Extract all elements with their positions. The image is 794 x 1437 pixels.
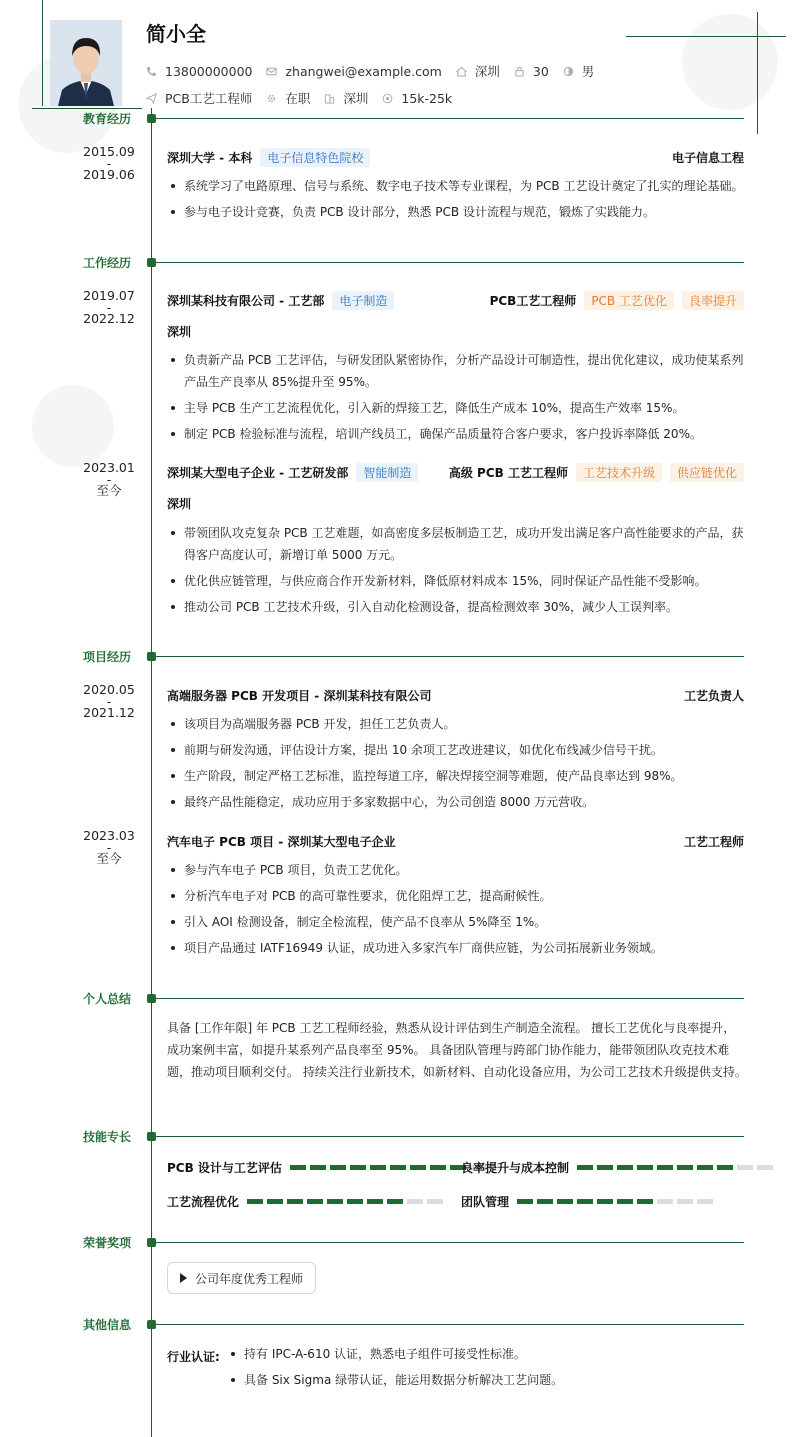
date-start: 2020.05 bbox=[83, 682, 135, 697]
skill-level-segment bbox=[310, 1165, 326, 1170]
list-item: 项目产品通过 IATF16949 认证，成功进入多家汽车厂商供应链，为公司拓展新业务领域。 bbox=[167, 937, 747, 959]
work-date bbox=[70, 462, 148, 497]
project-title: 高端服务器 PCB 开发项目 - 深圳某科技有限公司 bbox=[167, 689, 432, 703]
skill-item bbox=[167, 1159, 490, 1176]
decor-line bbox=[42, 0, 43, 106]
skill-level-bar bbox=[577, 1165, 777, 1170]
decor-line bbox=[757, 12, 758, 134]
skill-level-segment bbox=[370, 1165, 386, 1170]
company-name: 深圳某大型电子企业 - 工艺研发部 bbox=[167, 466, 349, 480]
status-text: 在职 bbox=[285, 91, 311, 106]
project-title: 汽车电子 PCB 项目 - 深圳某大型电子企业 bbox=[167, 835, 396, 849]
skill-tag: PCB 工艺优化 bbox=[584, 291, 674, 310]
age-text: 30 bbox=[532, 63, 549, 79]
project-header bbox=[167, 687, 744, 704]
skill-level-bar bbox=[517, 1199, 717, 1204]
list-item: 参与电子设计竞赛，负责 PCB 设计部分，熟悉 PCB 设计流程与规范，锻炼了实践能力。 bbox=[167, 201, 747, 223]
gender-text: 男 bbox=[581, 64, 595, 79]
skill-item bbox=[461, 1193, 717, 1210]
skill-level-segment bbox=[737, 1165, 753, 1170]
play-icon bbox=[180, 1273, 187, 1283]
section-divider bbox=[156, 1242, 744, 1243]
send-icon bbox=[146, 93, 157, 104]
skill-level-segment bbox=[697, 1199, 713, 1204]
salary-item bbox=[382, 91, 452, 106]
skill-level-segment bbox=[410, 1165, 426, 1170]
date-start: 2023.03 bbox=[83, 828, 135, 843]
list-item: 带领团队攻克复杂 PCB 工艺难题，如高密度多层板制造工艺，成功开发出满足客户高性能要求的产品，获得客户高度认可，新增订单 5000 万元。 bbox=[167, 522, 747, 566]
list-item: 持有 IPC-A-610 认证，熟悉电子组件可接受性标准。 bbox=[227, 1343, 747, 1365]
list-item: 优化供应链管理，与供应商合作开发新材料，降低原材料成本 15%，同时保证产品性能不受影响。 bbox=[167, 570, 747, 592]
school-name: 深圳大学 - 本科 bbox=[167, 151, 253, 165]
skill-name: PCB 设计与工艺评估 bbox=[167, 1161, 282, 1175]
section-title-summary: 个人总结 bbox=[83, 992, 132, 1006]
skill-level-segment bbox=[657, 1165, 673, 1170]
gender-icon bbox=[563, 66, 574, 77]
work-bullets bbox=[167, 349, 747, 445]
major-name: 电子信息工程 bbox=[671, 151, 744, 165]
education-date bbox=[70, 146, 148, 181]
skill-level-segment bbox=[427, 1199, 443, 1204]
position-text: PCB工艺工程师 bbox=[165, 91, 253, 106]
section-divider bbox=[156, 656, 744, 657]
gear-icon bbox=[266, 93, 277, 104]
section-dot bbox=[147, 652, 156, 661]
project-header bbox=[167, 833, 744, 850]
location-item bbox=[456, 62, 500, 80]
age-item bbox=[514, 64, 549, 79]
building-icon bbox=[324, 93, 335, 104]
skill-level-segment bbox=[350, 1165, 366, 1170]
list-item: 生产阶段，制定严格工艺标准，监控每道工序，解决焊接空洞等难题，使产品良率达到 98%。 bbox=[167, 765, 747, 787]
skill-item bbox=[167, 1193, 447, 1210]
gender-item bbox=[563, 62, 595, 80]
project-date bbox=[70, 830, 148, 865]
skill-level-segment bbox=[290, 1165, 306, 1170]
date-end: 2021.12 bbox=[83, 705, 135, 720]
skill-level-bar bbox=[290, 1165, 490, 1170]
section-divider bbox=[156, 262, 744, 263]
section-title-education: 教育经历 bbox=[83, 112, 132, 126]
section-divider bbox=[156, 1136, 744, 1137]
age-icon bbox=[514, 66, 525, 77]
date-end: 至今 bbox=[96, 851, 122, 866]
skill-level-segment bbox=[717, 1165, 733, 1170]
industry-tag: 智能制造 bbox=[356, 463, 418, 482]
skill-item bbox=[461, 1159, 777, 1176]
skill-level-segment bbox=[637, 1199, 653, 1204]
date-end: 2022.12 bbox=[83, 311, 135, 326]
section-divider bbox=[156, 1324, 744, 1325]
list-item: 分析汽车电子对 PCB 的高可靠性要求，优化阻焊工艺，提高耐候性。 bbox=[167, 885, 747, 907]
skill-level-segment bbox=[677, 1199, 693, 1204]
list-item: 负责新产品 PCB 工艺评估，与研发团队紧密协作，分析产品设计可制造性，提出优化建议，成功使某系列产品生产良率从 85%提升至 95%。 bbox=[167, 349, 747, 393]
work-date bbox=[70, 290, 148, 325]
date-start: 2019.07 bbox=[83, 288, 135, 303]
status-item bbox=[266, 89, 310, 107]
skill-level-segment bbox=[617, 1165, 633, 1170]
skill-level-segment bbox=[637, 1165, 653, 1170]
date-dash: - bbox=[106, 472, 112, 487]
project-date bbox=[70, 684, 148, 719]
mail-icon bbox=[266, 66, 277, 77]
skill-level-segment bbox=[330, 1165, 346, 1170]
skill-level-segment bbox=[577, 1165, 593, 1170]
section-dot bbox=[147, 258, 156, 267]
education-bullets bbox=[167, 175, 747, 223]
list-item: 该项目为高端服务器 PCB 开发，担任工艺负责人。 bbox=[167, 713, 747, 735]
project-bullets bbox=[167, 859, 747, 959]
section-title-projects: 项目经历 bbox=[83, 650, 132, 664]
skill-level-segment bbox=[617, 1199, 633, 1204]
skill-level-segment bbox=[367, 1199, 383, 1204]
skill-level-segment bbox=[407, 1199, 423, 1204]
skill-level-segment bbox=[577, 1199, 593, 1204]
list-item: 参与汽车电子 PCB 项目，负责工艺优化。 bbox=[167, 859, 747, 881]
coin-icon bbox=[382, 93, 393, 104]
phone-item bbox=[146, 64, 252, 79]
section-dot bbox=[147, 1320, 156, 1329]
decor-circle bbox=[32, 385, 114, 467]
salary-text: 15k-25k bbox=[401, 90, 453, 106]
skill-name: 良率提升与成本控制 bbox=[461, 1161, 570, 1175]
location-text: 深圳 bbox=[474, 64, 500, 79]
date-end: 2019.06 bbox=[83, 167, 135, 182]
skill-name: 团队管理 bbox=[461, 1195, 510, 1209]
date-dash: - bbox=[106, 840, 112, 855]
decor-line bbox=[626, 36, 786, 37]
target-city-item bbox=[324, 89, 368, 107]
email-item bbox=[266, 64, 441, 79]
education-header bbox=[167, 148, 744, 167]
role-name: 高级 PCB 工艺工程师 bbox=[448, 466, 568, 480]
list-item: 引入 AOI 检测设备，制定全检流程，使产品不良率从 5%降至 1%。 bbox=[167, 911, 747, 933]
decor-circle bbox=[682, 14, 778, 110]
avatar bbox=[50, 20, 122, 106]
skill-level-segment bbox=[287, 1199, 303, 1204]
skill-level-segment bbox=[267, 1199, 283, 1204]
section-title-other: 其他信息 bbox=[83, 1318, 132, 1332]
certification-list bbox=[227, 1343, 747, 1391]
skill-level-segment bbox=[557, 1199, 573, 1204]
project-bullets bbox=[167, 713, 747, 813]
skill-level-segment bbox=[387, 1199, 403, 1204]
skill-level-segment bbox=[537, 1199, 553, 1204]
date-dash: - bbox=[106, 156, 112, 171]
email-text: zhangwei@example.com bbox=[285, 63, 442, 79]
section-divider bbox=[156, 118, 744, 119]
summary-text: 具备 [工作年限] 年 PCB 工艺工程师经验，熟悉从设计评估到生产制造全流程。 擅长工艺优化与良率提升，成功案例丰富，如提升某系列产品良率至 95%。 具备团队管理与跨部门协作能力，能带领团队攻克技术难题，推动项目顺利交付。 持续关注行业新技术，如新材料、自动化设备应用，为公司工艺技术升级提供支持。 bbox=[167, 1021, 747, 1079]
list-item: 最终产品性能稳定，成功应用于多家数据中心，为公司创造 8000 万元营收。 bbox=[167, 791, 747, 813]
phone-icon bbox=[146, 66, 157, 77]
industry-tag: 电子制造 bbox=[332, 291, 394, 310]
work-header bbox=[167, 463, 744, 482]
section-dot bbox=[147, 114, 156, 123]
position-item bbox=[146, 89, 252, 107]
project-role: 工艺工程师 bbox=[683, 835, 744, 849]
date-dash: - bbox=[106, 300, 112, 315]
list-item: 推动公司 PCB 工艺技术升级，引入自动化检测设备，提高检测效率 30%，减少人工误判率。 bbox=[167, 596, 747, 618]
project-role: 工艺负责人 bbox=[683, 689, 744, 703]
list-item: 制定 PCB 检验标准与流程，培训产线员工，确保产品质量符合客户要求，客户投诉率降低 20%。 bbox=[167, 423, 747, 445]
home-icon bbox=[456, 66, 467, 77]
skill-level-segment bbox=[757, 1165, 773, 1170]
skill-level-segment bbox=[307, 1199, 323, 1204]
list-item: 前期与研发沟通，评估设计方案，提出 10 余项工艺改进建议，如优化布线减少信号干扰。 bbox=[167, 739, 747, 761]
work-bullets bbox=[167, 522, 747, 618]
job-intent-row bbox=[146, 89, 466, 107]
skill-name: 工艺流程优化 bbox=[167, 1195, 240, 1209]
candidate-name: 简小全 bbox=[146, 22, 206, 46]
list-item: 系统学习了电路原理、信号与系统、数字电子技术等专业课程，为 PCB 工艺设计奠定了扎实的理论基础。 bbox=[167, 175, 747, 197]
target-city-text: 深圳 bbox=[343, 91, 369, 106]
phone-text: 13800000000 bbox=[165, 63, 253, 79]
skill-level-segment bbox=[677, 1165, 693, 1170]
skill-level-segment bbox=[327, 1199, 343, 1204]
section-title-skills: 技能专长 bbox=[83, 1130, 132, 1144]
honor-item bbox=[167, 1262, 316, 1294]
section-dot bbox=[147, 1238, 156, 1247]
section-title-honors: 荣誉奖项 bbox=[83, 1236, 132, 1250]
skill-level-segment bbox=[597, 1199, 613, 1204]
decor-line bbox=[32, 108, 142, 109]
skill-tag: 供应链优化 bbox=[670, 463, 744, 482]
work-header bbox=[167, 291, 744, 310]
date-start: 2015.09 bbox=[83, 144, 135, 159]
skill-level-segment bbox=[657, 1199, 673, 1204]
company-name: 深圳某科技有限公司 - 工艺部 bbox=[167, 294, 325, 308]
list-item: 主导 PCB 生产工艺流程优化，引入新的焊接工艺，降低生产成本 10%，提高生产效率 15%。 bbox=[167, 397, 747, 419]
skill-level-segment bbox=[390, 1165, 406, 1170]
skill-tag: 良率提升 bbox=[682, 291, 744, 310]
contact-row bbox=[146, 62, 608, 80]
school-tag: 电子信息特色院校 bbox=[260, 148, 370, 167]
section-dot bbox=[147, 1132, 156, 1141]
skill-level-segment bbox=[697, 1165, 713, 1170]
section-divider bbox=[156, 998, 744, 999]
section-title-work: 工作经历 bbox=[83, 256, 132, 270]
skill-tag: 工艺技术升级 bbox=[576, 463, 662, 482]
date-start: 2023.01 bbox=[83, 460, 135, 475]
role-name: PCB工艺工程师 bbox=[489, 294, 577, 308]
date-end: 至今 bbox=[96, 483, 122, 498]
skill-level-segment bbox=[430, 1165, 446, 1170]
work-city: 深圳 bbox=[167, 497, 192, 511]
skill-level-segment bbox=[517, 1199, 533, 1204]
work-city: 深圳 bbox=[167, 325, 192, 339]
skill-level-segment bbox=[597, 1165, 613, 1170]
skill-level-bar bbox=[247, 1199, 447, 1204]
section-dot bbox=[147, 994, 156, 1003]
certification-label: 行业认证: bbox=[167, 1350, 220, 1364]
skill-level-segment bbox=[347, 1199, 363, 1204]
date-dash: - bbox=[106, 694, 112, 709]
honor-text: 公司年度优秀工程师 bbox=[195, 1271, 304, 1286]
skill-level-segment bbox=[247, 1199, 263, 1204]
list-item: 具备 Six Sigma 绿带认证，能运用数据分析解决工艺问题。 bbox=[227, 1369, 747, 1391]
